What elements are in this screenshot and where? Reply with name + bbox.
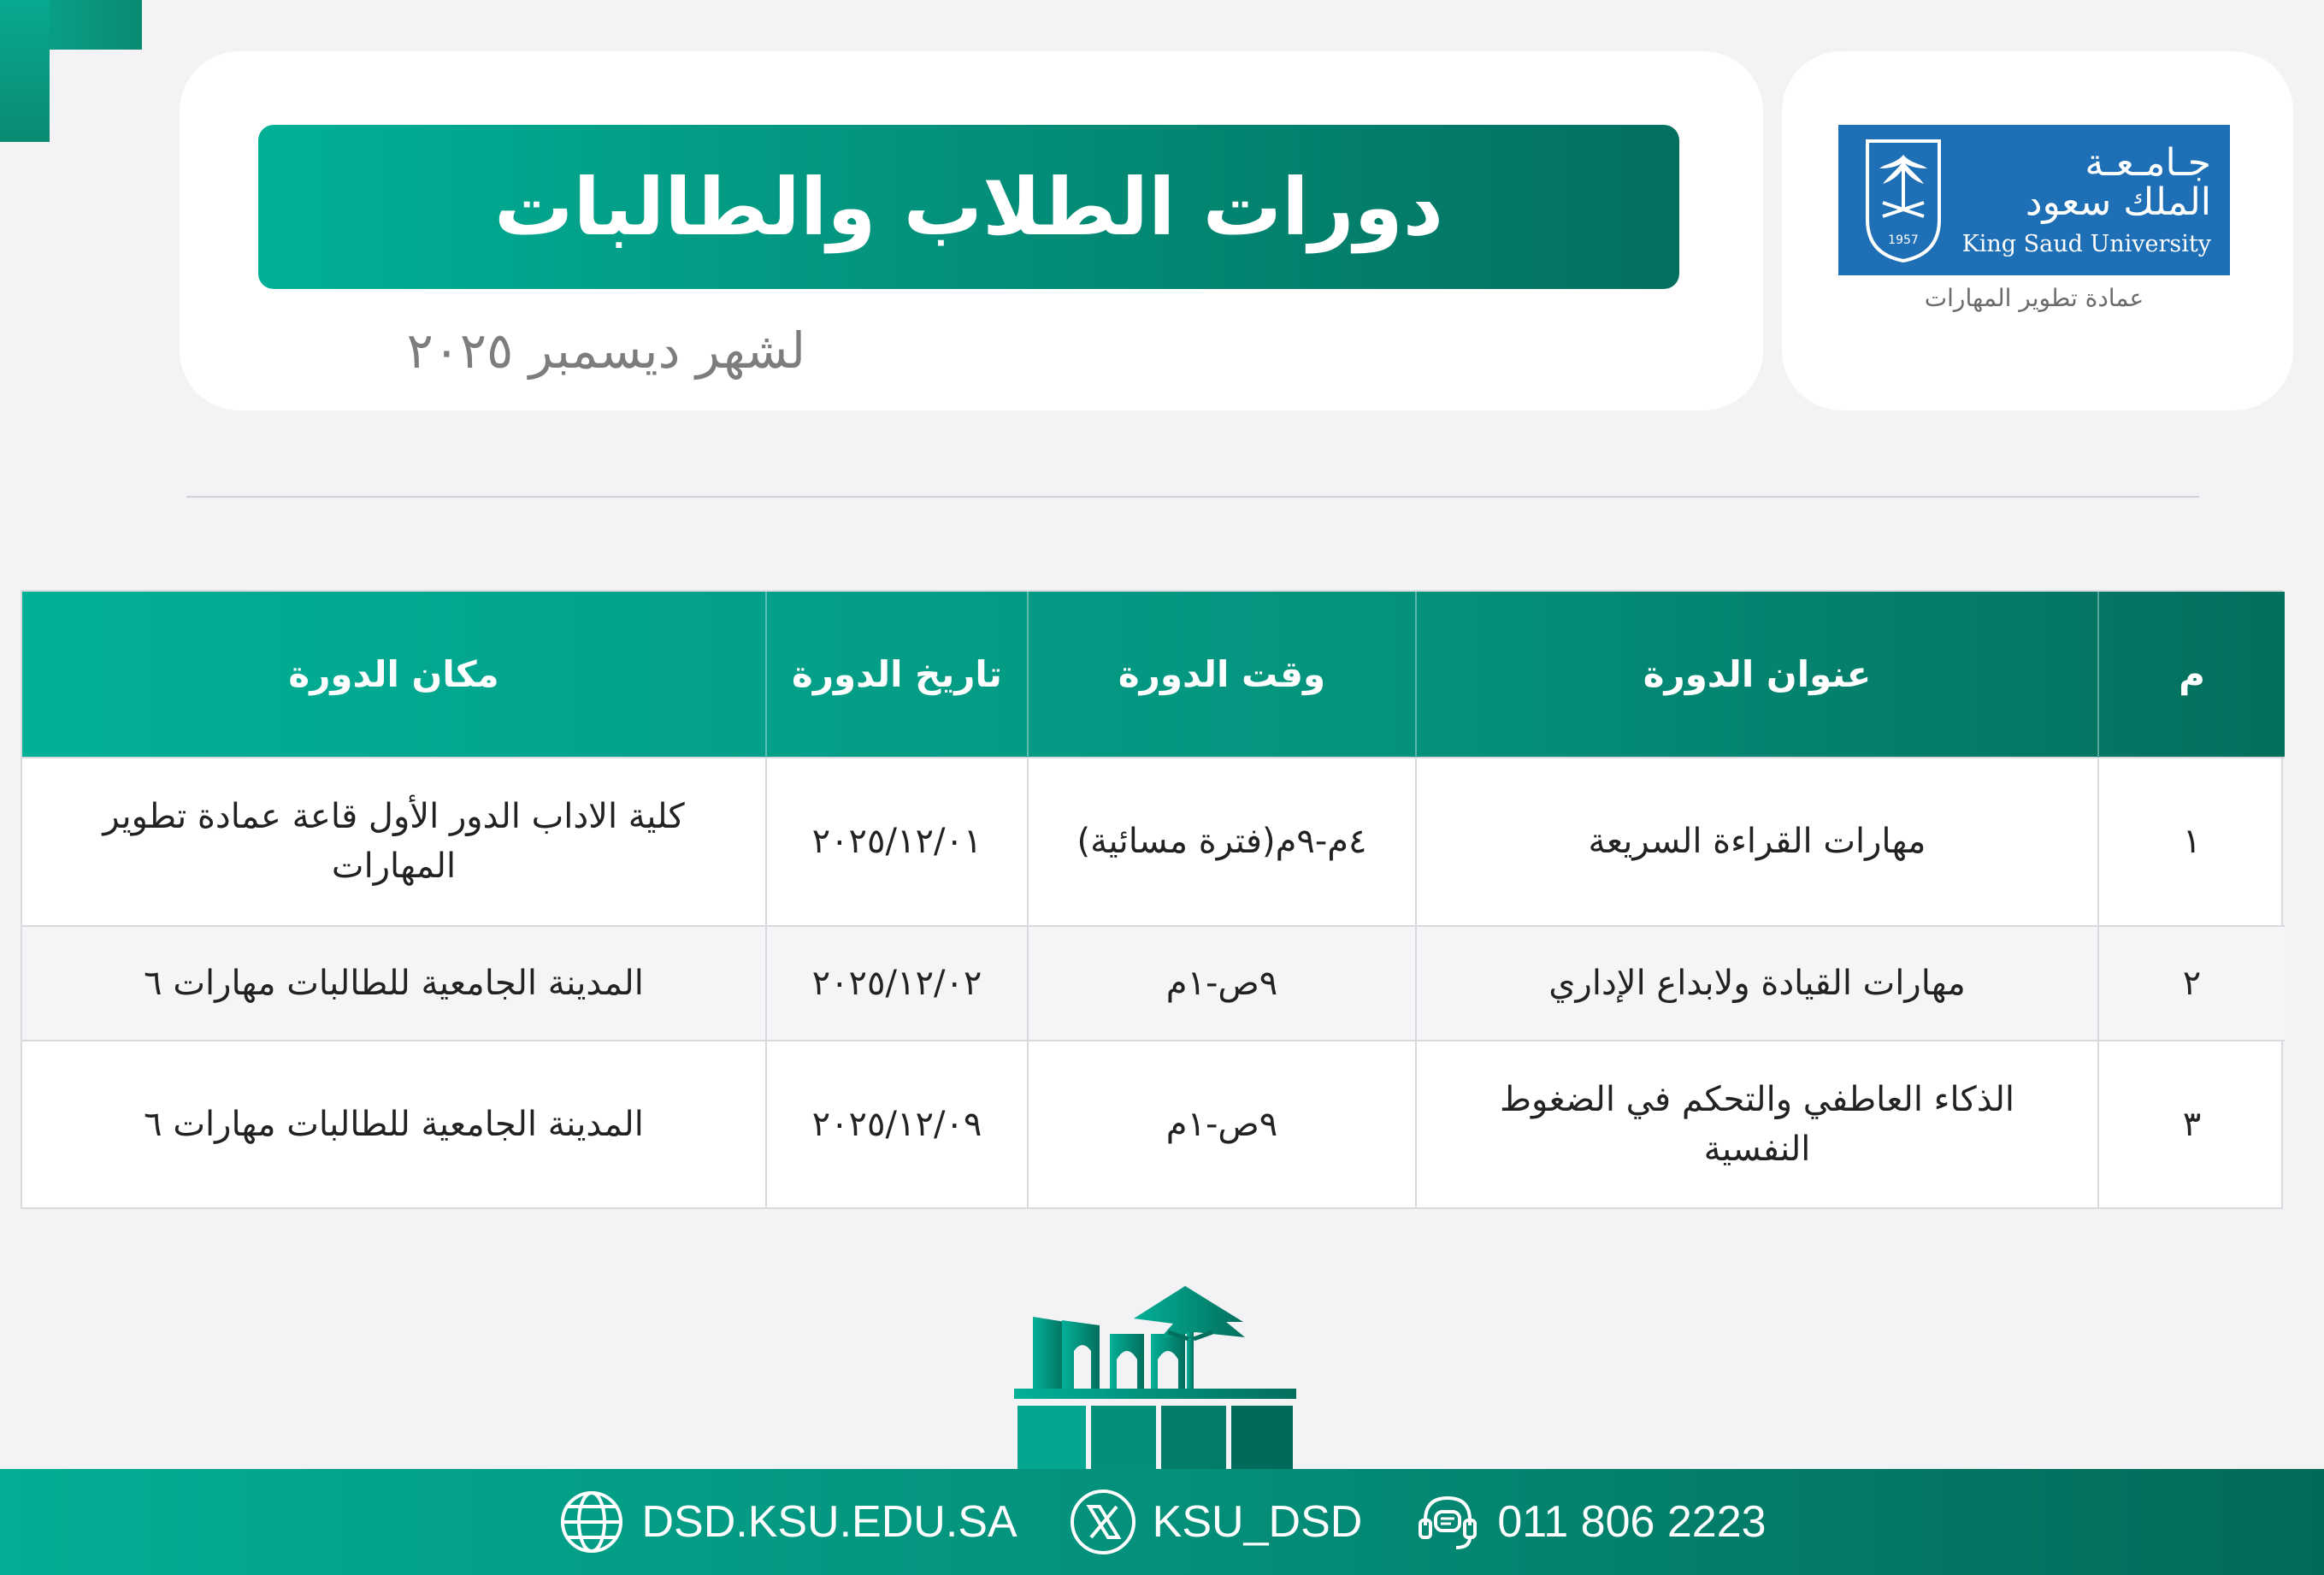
website-link[interactable] bbox=[557, 1488, 1017, 1556]
cell-num: ٢ bbox=[2098, 926, 2285, 1041]
cell-time: ٤م-٩م(فترة مسائية) bbox=[1028, 758, 1416, 926]
svg-text:1957: 1957 bbox=[1888, 233, 1919, 247]
cell-time: ٩ص-١م bbox=[1028, 1041, 1416, 1207]
cell-date: ٢٠٢٥/١٢/٠١ bbox=[766, 758, 1028, 926]
title-card bbox=[180, 51, 1763, 410]
cell-num: ١ bbox=[2098, 758, 2285, 926]
page-title: دورات الطلاب والطالبات bbox=[258, 125, 1679, 289]
phone-link[interactable] bbox=[1413, 1488, 1766, 1556]
cell-date: ٢٠٢٥/١٢/٠٩ bbox=[766, 1041, 1028, 1207]
header-time: وقت الدورة bbox=[1028, 592, 1416, 758]
x-logo-icon bbox=[1069, 1488, 1137, 1556]
logo-card bbox=[1782, 51, 2293, 410]
university-logo bbox=[1838, 125, 2230, 275]
table-row bbox=[22, 758, 2285, 926]
header-place: مكان الدورة bbox=[288, 652, 499, 695]
cell-date: ٢٠٢٥/١٢/٠٢ bbox=[766, 926, 1028, 1041]
footer bbox=[0, 1469, 2324, 1575]
building-illustration-icon bbox=[1014, 1283, 1296, 1469]
corner-decoration bbox=[0, 0, 50, 142]
courses-table bbox=[21, 590, 2283, 1209]
logo-caption: عمادة تطوير المهارات bbox=[1924, 284, 2144, 312]
x-handle-text: KSU_DSD bbox=[1152, 1497, 1363, 1547]
website-text: DSD.KSU.EDU.SA bbox=[641, 1497, 1017, 1547]
phone-text: 011 806 2223 bbox=[1497, 1497, 1767, 1547]
cell-title: الذكاء العاطفي والتحكم في الضغوط النفسية bbox=[1416, 1041, 2098, 1207]
table-header-row bbox=[22, 592, 2285, 758]
cell-place: كلية الاداب الدور الأول قاعة عمادة تطوير المهارات bbox=[22, 758, 766, 926]
table-row bbox=[22, 926, 2285, 1041]
logo-arabic-line1: جـامـعـة bbox=[2085, 140, 2211, 185]
page-subtitle: لشهر ديسمبر ٢٠٢٥ bbox=[406, 321, 805, 380]
header-num: م bbox=[2098, 592, 2285, 758]
divider bbox=[186, 496, 2199, 498]
support-headset-icon bbox=[1413, 1488, 1482, 1556]
cell-place: المدينة الجامعية للطالبات مهارات ٦ bbox=[22, 1041, 766, 1207]
header-date: تاريخ الدورة bbox=[766, 592, 1028, 758]
palm-crest-icon bbox=[1862, 138, 1944, 262]
x-account-link[interactable] bbox=[1069, 1488, 1363, 1556]
table-row bbox=[22, 1041, 2285, 1207]
cell-title: مهارات القراءة السريعة bbox=[1416, 758, 2098, 926]
cell-title: مهارات القيادة ولابداع الإداري bbox=[1416, 926, 2098, 1041]
logo-arabic-line2: الملك سعود bbox=[2025, 180, 2211, 224]
cell-num: ٣ bbox=[2098, 1041, 2285, 1207]
globe-icon bbox=[557, 1488, 626, 1556]
cell-place: المدينة الجامعية للطالبات مهارات ٦ bbox=[22, 926, 766, 1041]
logo-english-name: King Saud University bbox=[1961, 230, 2211, 257]
cell-time: ٩ص-١م bbox=[1028, 926, 1416, 1041]
header-title: عنوان الدورة bbox=[1416, 592, 2098, 758]
